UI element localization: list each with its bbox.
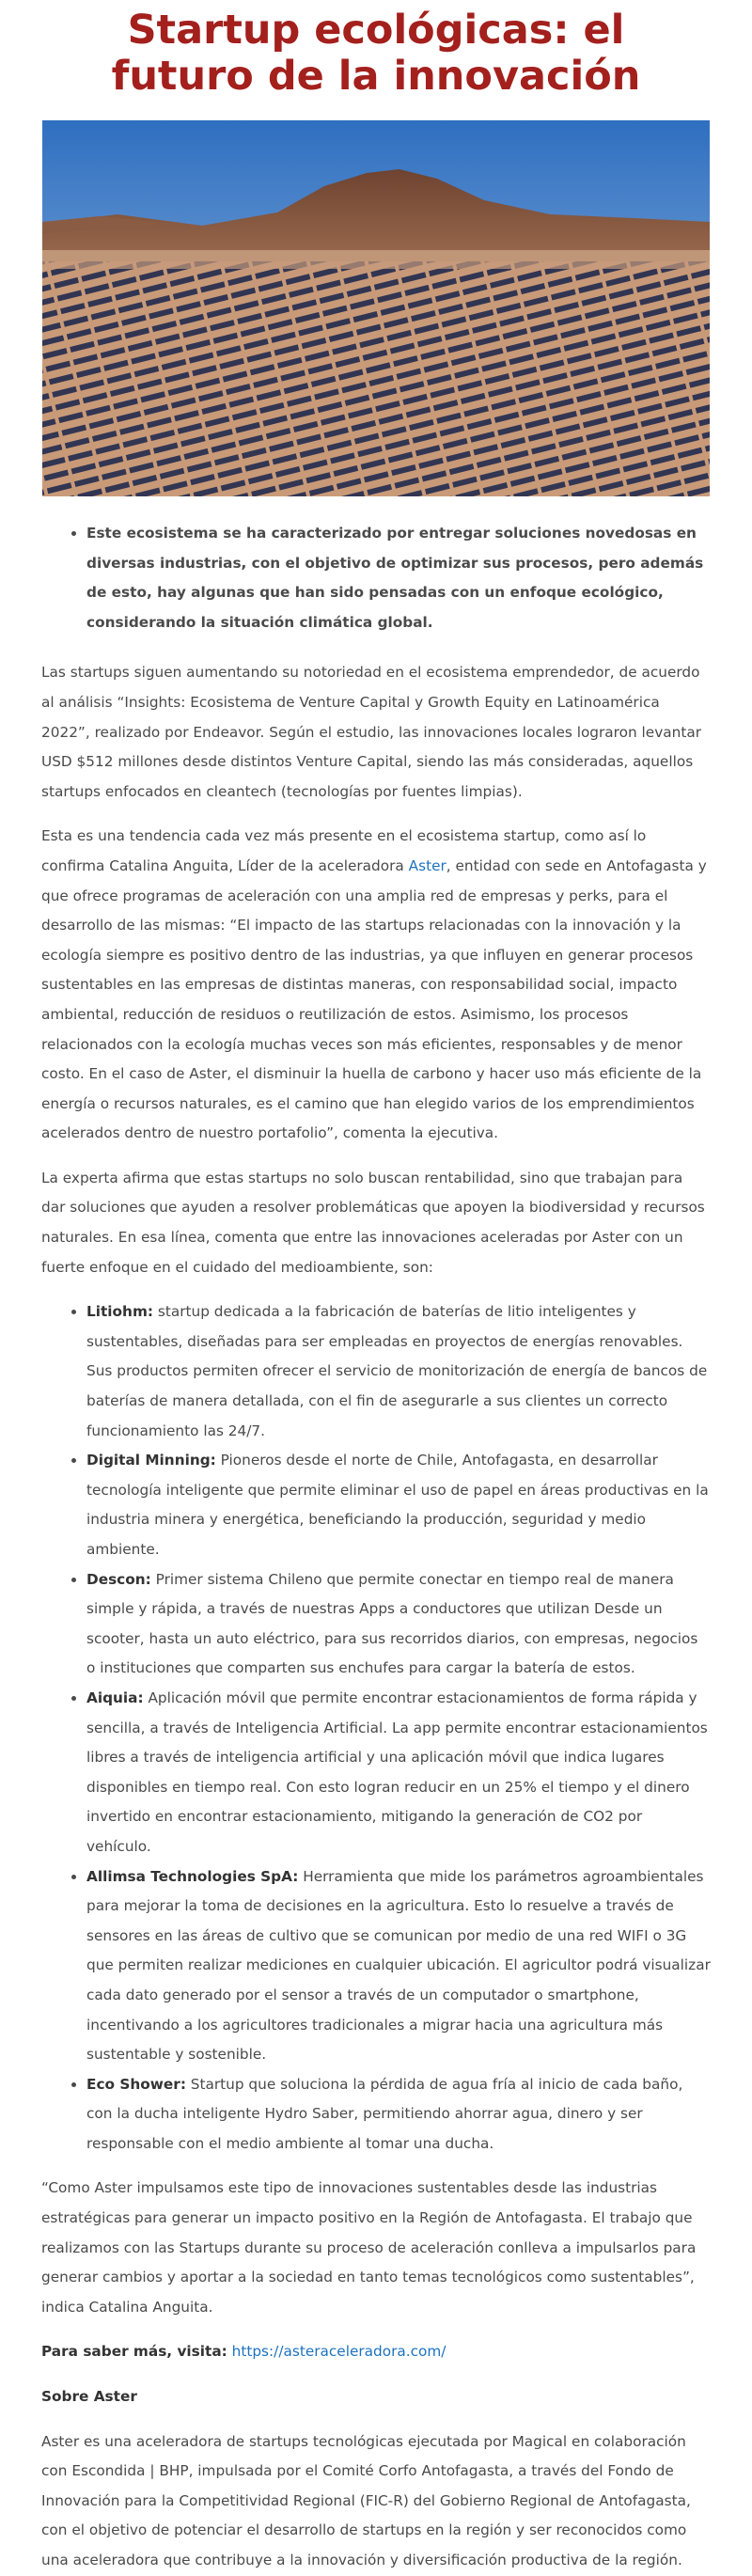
intro-list <box>41 519 711 637</box>
startup-description: startup dedicada a la fabricación de baterías de litio inteligentes y sustentables, diseñadas para ser empleadas en proyectos de energías renovables. Sus productos permiten ofrecer el servicio de monitorización de energía de bancos de baterías de manera detallada, con el fin de asegurarle a sus clientes un correcto funcionamiento las 24/7. <box>86 1303 708 1439</box>
paragraph-2-text-after: , entidad con sede en Antofagasta y que ofrece programas de aceleración con una amplia red de empresas y perks, para el desarrollo de las mismas: “El impacto de las startups relacionadas con la innovación y la ecología siempre es positivo dentro de las industrias, ya que influyen en generar procesos sustentables en las empresas de distintas maneras, con responsabilidad social, impacto ambiental, reducción de residuos o reutilización de estos. Asimismo, los procesos relacionados con la ecología muchas veces son más eficientes, responsables y de menor costo. En el caso de Aster, el disminuir la huella de carbono y hacer uso más eficiente de la energía o recursos naturales, es el camino que han elegido varios de los emprendimientos acelerados dentro de nuestro portafolio”, comenta la ejecutiva. <box>41 856 707 1142</box>
aster-link[interactable]: Aster <box>408 856 446 874</box>
paragraph-2-text-before: Esta es una tendencia cada vez más presente en el ecosistema startup, como así lo confirma Catalina Anguita, Líder de la aceleradora <box>41 827 647 874</box>
startup-description: Herramienta que mide los parámetros agroambientales para mejorar la toma de decisiones en la agricultura. Esto lo resuelve a través de sensores en las áreas de cultivo que se comunican por medio de una red WIFI o 3G que permiten realizar mediciones en cualquier ubicación. El agricultor podrá visualizar cada dato generado por el sensor a través de un computador o smartphone, incentivando a los agricultores tradicionales a migrar hacia una agricultura más sustentable y sostenible. <box>86 1867 711 2064</box>
hero-image <box>42 120 710 496</box>
quote-paragraph: “Como Aster impulsamos este tipo de innovaciones sustentables desde las industrias estratégicas para generar un impacto positivo en la Región de Antofagasta. El trabajo que realizamos con las Startups durante su proceso de aceleración conlleva a impulsarlos para generar cambios y aportar a la sociedad en tanto temas tecnológicos como sustentables”, indica Catalina Anguita. <box>41 2179 697 2316</box>
startup-name: Digital Minning: <box>86 1452 216 1469</box>
article-title-line-1: Startup ecológicas: el <box>127 7 625 54</box>
startup-name: Eco Shower: <box>86 2075 186 2093</box>
paragraph-2 <box>41 822 711 1149</box>
startup-item <box>86 1446 711 1564</box>
article-title-line-2: futuro de la innovación <box>111 53 641 100</box>
startup-item <box>86 2070 711 2160</box>
website-link[interactable]: https://asteraceleradora.com/ <box>231 2343 446 2361</box>
startup-description: Primer sistema Chileno que permite conectar en tiempo real de manera simple y rápida, a través de nuestras Apps a conductores que utilizan Desde un scooter, hasta un auto eléctrico, para sus recorridos diarios, con empresas, negocios o instituciones que comparten sus enchufes para cargar la batería de estos. <box>86 1570 698 1677</box>
startup-name: Allimsa Technologies SpA: <box>86 1867 299 1885</box>
startup-name: Aiquia: <box>86 1689 144 1706</box>
more-info-label: Para saber más, visita: <box>41 2343 227 2361</box>
paragraph-1: Las startups siguen aumentando su notoriedad en el ecosistema emprendedor, de acuerdo al análisis “Insights: Ecosistema de Venture Capital y Growth Equity en Latinoamérica 2022”, realizado por Endeavor. Según el estudio, las innovaciones locales lograron levantar USD $512 millones desde distintos Venture Capital, siendo las más consideradas, aquellos startups enfocados en cleantech (tecnologías por fuentes limpias). <box>41 664 701 800</box>
startup-name: Litiohm: <box>86 1303 154 1321</box>
article-title <box>41 8 711 100</box>
startup-item <box>86 1684 711 1862</box>
about-heading <box>41 2382 711 2412</box>
more-info <box>41 2337 711 2367</box>
startup-name: Descon: <box>86 1570 151 1588</box>
paragraph-3: La experta afirma que estas startups no solo buscan rentabilidad, sino que trabajan para dar soluciones que ayuden a resolver problemáticas que apoyen la biodiversidad y recursos naturales. En esa línea, comenta que entre las innovaciones aceleradas por Aster con un fuerte enfoque en el cuidado del medioambiente, son: <box>41 1169 705 1276</box>
startup-list <box>41 1297 711 2159</box>
article <box>41 0 711 2576</box>
about-paragraph: Aster es una aceleradora de startups tecnológicas ejecutada por Magical en colaboración con Escondida | BHP, impulsada por el Comité Corfo Antofagasta, a través del Fondo de Innovación para la Competitividad Regional (FIC-R) del Gobierno Regional de Antofagasta, con el objetivo de potenciar el desarrollo de startups en la región y ser reconocidos como una aceleradora que contribuye a la innovación y diversificación productiva de la región. <box>41 2432 691 2568</box>
intro-bullet: • Este ecosistema se ha caracterizado por entregar soluciones novedosas en diversas industrias, con el objetivo de optimizar sus procesos, pero además de esto, hay algunas que han sido pensadas con un enfoque ecológico, considerando la situación climática global. <box>86 519 711 637</box>
startup-description: Pioneros desde el norte de Chile, Antofagasta, en desarrollar tecnología inteligente que permite eliminar el uso de papel en áreas productivas en la industria minera y energética, beneficiando la producción, seguridad y medio ambiente. <box>86 1452 709 1558</box>
startup-item <box>86 1862 711 2070</box>
startup-item <box>86 1297 711 1446</box>
startup-item <box>86 1565 711 1684</box>
startup-description: Aplicación móvil que permite encontrar estacionamientos de forma rápida y sencilla, a través de Inteligencia Artificial. La app permite encontrar estacionamientos libres a través de inteligencia artificial y una aplicación móvil que indica lugares disponibles en tiempo real. Con esto logran reducir en un 25% el tiempo y el dinero invertido en encontrar estacionamiento, mitigando la generación de CO2 por vehículo. <box>86 1689 708 1855</box>
about-heading-text: Sobre Aster <box>41 2388 137 2406</box>
startup-description: Startup que soluciona la pérdida de agua fría al inicio de cada baño, con la ducha inteligente Hydro Saber, permitiendo ahorrar agua, dinero y ser responsable con el medio ambiente al tomar una ducha. <box>86 2075 683 2152</box>
